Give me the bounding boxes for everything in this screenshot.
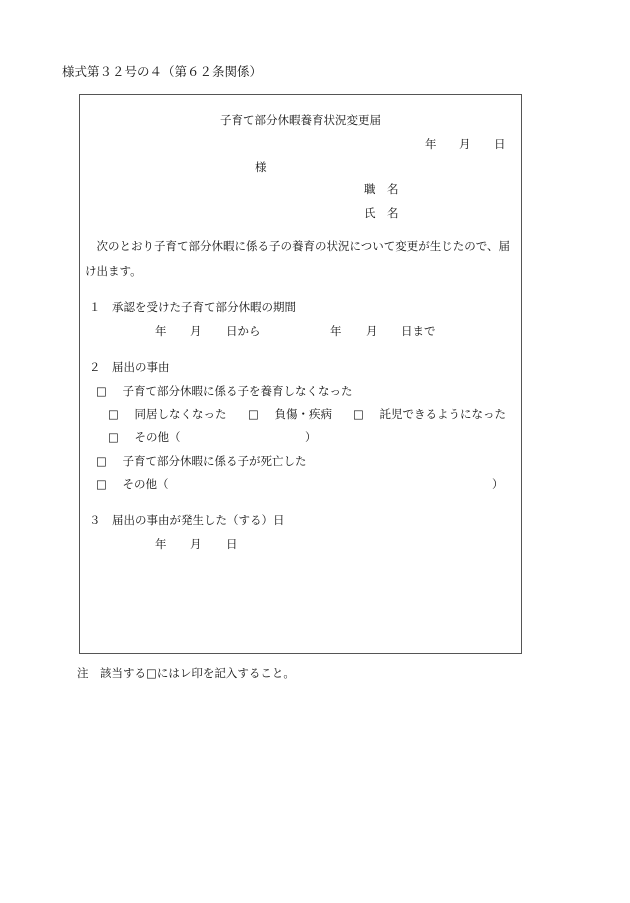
period-from-year: 年 [155, 324, 167, 338]
period-from-day: 日から [226, 324, 261, 338]
section3-heading: ３ 届出の事由が発生した（する）日 [89, 513, 285, 527]
section1-heading: １ 承認を受けた子育て部分休暇の期間 [89, 300, 296, 314]
option-other-sub[interactable] [108, 432, 181, 444]
option-no-longer-raising[interactable] [96, 386, 353, 398]
option-label: その他（ [122, 477, 169, 491]
option-child-deceased[interactable] [96, 456, 307, 468]
option-label: 同居しなくなった [134, 407, 227, 421]
option-childcare-available[interactable] [353, 409, 506, 421]
period-to-day: 日まで [401, 324, 436, 338]
form-title: 子育て部分休暇養育状況変更届 [220, 113, 381, 127]
occurrence-day: 日 [226, 537, 238, 551]
checkbox-icon[interactable]: □ [108, 430, 119, 444]
intro-line-2: け出ます。 [85, 264, 142, 278]
option-label: 負傷・疾病 [274, 407, 333, 421]
intro-line-1: 次のとおり子育て部分休暇に係る子の養育の状況について変更が生じたので、届 [85, 239, 511, 253]
form-box [79, 94, 522, 654]
option-label: 託児できるようになった [379, 407, 507, 421]
name-label: 氏 名 [364, 206, 399, 220]
option-other[interactable] [96, 479, 169, 491]
checkbox-icon[interactable]: □ [96, 454, 107, 468]
option-no-longer-cohabiting[interactable] [108, 409, 227, 421]
other-sub-close-paren: ） [305, 430, 317, 444]
form-number: 様式第３２号の４（第６２条関係） [62, 64, 263, 79]
date-year-label: 年 [425, 137, 437, 151]
date-month-label: 月 [459, 137, 471, 151]
other-close-paren: ） [492, 477, 504, 491]
checkbox-icon[interactable]: □ [248, 407, 259, 421]
option-label: 子育て部分休暇に係る子を養育しなくなった [122, 384, 353, 398]
option-label: 子育て部分休暇に係る子が死亡した [122, 454, 307, 468]
date-day-label: 日 [494, 137, 506, 151]
period-to-month: 月 [366, 324, 378, 338]
addressee-suffix: 様 [255, 160, 267, 174]
checkbox-icon[interactable]: □ [353, 407, 364, 421]
option-injury-illness[interactable] [248, 409, 332, 421]
section2-heading: ２ 届出の事由 [89, 360, 170, 374]
period-from-month: 月 [190, 324, 202, 338]
checkbox-icon[interactable]: □ [96, 477, 107, 491]
period-to-year: 年 [330, 324, 342, 338]
checkbox-icon[interactable]: □ [96, 384, 107, 398]
footnote: 注 該当する□にはレ印を記入すること。 [77, 666, 295, 680]
option-label: その他（ [134, 430, 181, 444]
checkbox-icon[interactable]: □ [108, 407, 119, 421]
occurrence-month: 月 [190, 537, 202, 551]
position-label: 職 名 [364, 182, 399, 196]
occurrence-year: 年 [155, 537, 167, 551]
